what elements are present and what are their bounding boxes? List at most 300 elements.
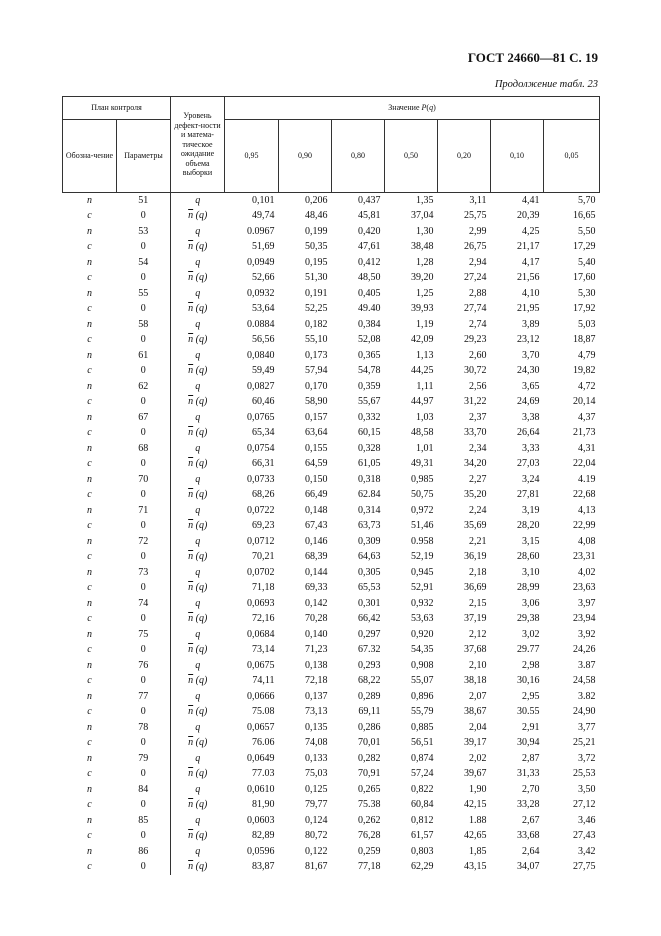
table-row [63,364,600,380]
value-cell: 1,85 [469,845,487,857]
param-cell: 72 [138,535,149,547]
value-cell: 2,70 [522,783,540,795]
value-cell: 0,0596 [247,845,275,857]
value-cell: 27,03 [517,458,540,470]
value-cell: 36,69 [464,582,487,594]
designation-cell: n [87,845,92,857]
value-cell: 4,37 [578,411,596,423]
param-cell: 0 [140,427,146,439]
param-cell: 0 [140,458,146,470]
value-cell: 0,365 [358,349,381,361]
value-cell: 31,33 [517,768,540,780]
table-row [63,395,600,411]
value-cell: 0,262 [358,814,381,826]
table-row [63,581,600,597]
designation-cell: n [87,566,92,578]
level-cell: q [171,193,225,209]
value-cell: 2,67 [522,814,540,826]
value-cell: 25,53 [573,768,596,780]
level-cell: $\overline{n}$ (q) [171,457,225,473]
value-cell: 0,146 [305,535,328,547]
value-cell: 71,23 [305,644,328,656]
value-cell: 0,293 [358,659,381,671]
designation-cell: n [87,411,92,423]
value-cell: 0,318 [358,473,381,485]
value-cell: 23,94 [573,613,596,625]
param-cell: 86 [138,845,149,857]
level-cell: $\overline{n}$ (q) [171,550,225,566]
value-cell: 0,0649 [247,752,275,764]
value-cell: 3,11 [469,194,487,206]
level-cell: $\overline{n}$ (q) [171,767,225,783]
table-row [63,860,600,876]
value-cell: 2,12 [469,628,487,640]
value-cell: 2,15 [469,597,487,609]
level-cell: q [171,348,225,364]
value-cell: 80,72 [305,830,328,842]
value-cell: 3,89 [522,318,540,330]
value-cell: 0.0884 [247,318,275,330]
value-cell: 0,144 [305,566,328,578]
value-cell: 1,90 [469,783,487,795]
value-cell: 3.87 [578,659,596,671]
table-row [63,441,600,457]
value-cell: 0,305 [358,566,381,578]
value-cell: 66,49 [305,489,328,501]
value-cell: 57,94 [305,365,328,377]
value-cell: 27,24 [464,272,487,284]
level-cell: $\overline{n}$ (q) [171,798,225,814]
table-row [63,674,600,690]
header-p: 0,20 [438,120,491,193]
param-cell: 73 [138,566,149,578]
param-cell: 55 [138,287,149,299]
level-cell: $\overline{n}$ (q) [171,736,225,752]
level-cell: $\overline{n}$ (q) [171,829,225,845]
param-cell: 0 [140,706,146,718]
level-cell: q [171,379,225,395]
value-cell: 0,301 [358,597,381,609]
value-cell: 62,29 [411,861,434,873]
value-cell: 4,41 [522,194,540,206]
value-cell: 0,896 [411,690,434,702]
value-cell: 51,46 [411,520,434,532]
level-cell: q [171,503,225,519]
value-cell: 22,68 [573,489,596,501]
value-cell: 66,31 [252,458,275,470]
value-cell: 76.06 [252,737,275,749]
designation-cell: n [87,504,92,516]
param-cell: 0 [140,644,146,656]
level-cell: $\overline{n}$ (q) [171,643,225,659]
value-cell: 27,74 [464,303,487,315]
value-cell: 39,67 [464,768,487,780]
value-cell: 0,259 [358,845,381,857]
table-row [63,565,600,581]
value-cell: 25,21 [573,737,596,749]
value-cell: 4.19 [578,473,596,485]
value-cell: 27,75 [573,861,596,873]
param-cell: 0 [140,489,146,501]
value-cell: 5,70 [578,194,596,206]
param-cell: 0 [140,241,146,253]
value-cell: 0,412 [358,256,381,268]
table-row [63,643,600,659]
value-cell: 25,75 [464,210,487,222]
level-cell: $\overline{n}$ (q) [171,209,225,225]
value-cell: 0,328 [358,442,381,454]
level-cell: q [171,441,225,457]
value-cell: 51,30 [305,272,328,284]
value-cell: 0,0657 [247,721,275,733]
table-row [63,658,600,674]
param-cell: 77 [138,690,149,702]
level-cell: q [171,317,225,333]
table-row [63,844,600,860]
value-cell: 2,88 [469,287,487,299]
value-cell: 29,38 [517,613,540,625]
header-p: 0,90 [279,120,332,193]
param-cell: 58 [138,318,149,330]
table-body [63,193,600,876]
value-cell: 3,19 [522,504,540,516]
value-cell: 19,82 [573,365,596,377]
value-cell: 47,61 [358,241,381,253]
value-cell: 0,0712 [247,535,275,547]
param-cell: 54 [138,256,149,268]
table-row [63,782,600,798]
value-cell: 18,87 [573,334,596,346]
designation-cell: n [87,194,92,206]
value-cell: 72,16 [252,613,275,625]
value-cell: 39,17 [464,737,487,749]
table-row [63,457,600,473]
designation-cell: n [87,442,92,454]
param-cell: 68 [138,442,149,454]
header-params: Параметры [117,120,171,193]
value-cell: 2,37 [469,411,487,423]
value-cell: 21,95 [517,303,540,315]
designation-cell: c [87,520,92,532]
value-cell: 3,77 [578,721,596,733]
param-cell: 70 [138,473,149,485]
value-cell: 0,359 [358,380,381,392]
value-cell: 1,11 [416,380,434,392]
param-cell: 0 [140,396,146,408]
value-cell: 26,75 [464,241,487,253]
value-cell: 67,43 [305,520,328,532]
designation-cell: n [87,256,92,268]
table-row [63,286,600,302]
designation-cell: c [87,861,92,873]
level-cell: $\overline{n}$ (q) [171,674,225,690]
value-cell: 0,0675 [247,659,275,671]
table-row [63,689,600,705]
value-cell: 53,63 [411,613,434,625]
param-cell: 78 [138,721,149,733]
table-row [63,534,600,550]
value-cell: 21,56 [517,272,540,284]
value-cell: 56,51 [411,737,434,749]
value-cell: 48,58 [411,427,434,439]
header-p: 0,95 [225,120,279,193]
value-cell: 36,19 [464,551,487,563]
header-level: Уровень дефект-ности и матема-тическое ожидание объема выборки [171,97,225,193]
value-cell: 34,07 [517,861,540,873]
value-cell: 76,28 [358,830,381,842]
designation-cell: c [87,706,92,718]
param-cell: 84 [138,783,149,795]
value-cell: 74,11 [252,675,275,687]
designation-cell: c [87,427,92,439]
level-cell: $\overline{n}$ (q) [171,333,225,349]
header-p: 0,80 [332,120,385,193]
value-cell: 37,04 [411,210,434,222]
level-cell: $\overline{n}$ (q) [171,395,225,411]
value-cell: 0,0722 [247,504,275,516]
value-cell: 55,79 [411,706,434,718]
value-cell: 0,384 [358,318,381,330]
designation-cell: c [87,582,92,594]
value-cell: 3,10 [522,566,540,578]
value-cell: 35,20 [464,489,487,501]
value-cell: 0,124 [305,814,328,826]
value-cell: 0.958 [411,535,434,547]
value-cell: 45,81 [358,210,381,222]
value-cell: 38,18 [464,675,487,687]
param-cell: 0 [140,799,146,811]
designation-cell: n [87,225,92,237]
value-cell: 0,206 [305,194,328,206]
value-cell: 30,16 [517,675,540,687]
level-cell: q [171,255,225,271]
level-cell: q [171,844,225,860]
value-cell: 79,77 [305,799,328,811]
value-cell: 0,885 [411,721,434,733]
level-cell: q [171,720,225,736]
designation-cell: c [87,551,92,563]
param-cell: 62 [138,380,149,392]
header-designation: Обозна-чение [63,120,117,193]
value-cell: 0,199 [305,225,328,237]
value-cell: 1,19 [416,318,434,330]
level-cell: q [171,813,225,829]
value-cell: 54,78 [358,365,381,377]
table-row [63,596,600,612]
param-cell: 0 [140,582,146,594]
level-cell: q [171,410,225,426]
value-cell: 2,87 [522,752,540,764]
value-cell: 59,49 [252,365,275,377]
value-cell: 0,908 [411,659,434,671]
value-cell: 0,133 [305,752,328,764]
value-cell: 2,74 [469,318,487,330]
value-cell: 27,12 [573,799,596,811]
value-cell: 5,40 [578,256,596,268]
param-cell: 51 [138,194,149,206]
value-cell: 29,23 [464,334,487,346]
value-cell: 0,985 [411,473,434,485]
value-cell: 2,27 [469,473,487,485]
value-cell: 3,46 [578,814,596,826]
designation-cell: n [87,752,92,764]
param-cell: 74 [138,597,149,609]
table-row [63,317,600,333]
value-cell: 0,122 [305,845,328,857]
designation-cell: c [87,675,92,687]
value-cell: 42,09 [411,334,434,346]
header-p: 0,05 [544,120,600,193]
param-cell: 0 [140,768,146,780]
param-cell: 0 [140,520,146,532]
value-cell: 63,64 [305,427,328,439]
value-cell: 37,19 [464,613,487,625]
value-cell: 3,38 [522,411,540,423]
value-cell: 68,22 [358,675,381,687]
level-cell: $\overline{n}$ (q) [171,240,225,256]
value-cell: 20,14 [573,396,596,408]
param-cell: 76 [138,659,149,671]
param-cell: 53 [138,225,149,237]
value-cell: 58,90 [305,396,328,408]
value-cell: 67.32 [358,644,381,656]
value-cell: 71,18 [252,582,275,594]
table-row [63,348,600,364]
level-cell: q [171,596,225,612]
level-cell: $\overline{n}$ (q) [171,488,225,504]
value-cell: 3,42 [578,845,596,857]
table-row [63,410,600,426]
param-cell: 0 [140,613,146,625]
value-cell: 43,15 [464,861,487,873]
value-cell: 0,148 [305,504,328,516]
table-row [63,550,600,566]
value-cell: 66,42 [358,613,381,625]
value-cell: 60,84 [411,799,434,811]
level-cell: $\overline{n}$ (q) [171,426,225,442]
header-plan: План контроля [63,97,171,120]
value-cell: 22,04 [573,458,596,470]
value-cell: 1,28 [416,256,434,268]
value-cell: 30,72 [464,365,487,377]
value-cell: 55,10 [305,334,328,346]
value-cell: 0,286 [358,721,381,733]
table-row [63,751,600,767]
designation-cell: n [87,721,92,733]
designation-cell: c [87,799,92,811]
table-row [63,271,600,287]
value-cell: 27,43 [573,830,596,842]
level-cell: $\overline{n}$ (q) [171,271,225,287]
value-cell: 20,39 [517,210,540,222]
value-cell: 2,10 [469,659,487,671]
table-row [63,193,600,209]
value-cell: 4,72 [578,380,596,392]
value-cell: 82,89 [252,830,275,842]
value-cell: 77,18 [358,861,381,873]
designation-cell: c [87,613,92,625]
value-cell: 30,94 [517,737,540,749]
value-cell: 54,35 [411,644,434,656]
value-cell: 2,64 [522,845,540,857]
level-cell: q [171,224,225,240]
value-cell: 0,265 [358,783,381,795]
level-cell: $\overline{n}$ (q) [171,519,225,535]
level-cell: $\overline{n}$ (q) [171,302,225,318]
value-cell: 1,13 [416,349,434,361]
value-cell: 28,20 [517,520,540,532]
value-cell: 35,69 [464,520,487,532]
param-cell: 0 [140,303,146,315]
value-cell: 0,405 [358,287,381,299]
level-cell: $\overline{n}$ (q) [171,860,225,876]
value-cell: 0,191 [305,287,328,299]
value-cell: 24,90 [573,706,596,718]
value-cell: 42,15 [464,799,487,811]
value-cell: 0,0840 [247,349,275,361]
param-cell: 67 [138,411,149,423]
value-cell: 0,314 [358,504,381,516]
value-cell: 0,932 [411,597,434,609]
table-row [63,302,600,318]
param-cell: 75 [138,628,149,640]
designation-cell: c [87,334,92,346]
value-cell: 0,142 [305,597,328,609]
value-cell: 52,19 [411,551,434,563]
value-cell: 0,920 [411,628,434,640]
value-cell: 28,99 [517,582,540,594]
value-cell: 38,67 [464,706,487,718]
designation-cell: n [87,659,92,671]
param-cell: 0 [140,210,146,222]
value-cell: 65,53 [358,582,381,594]
value-cell: 1,03 [416,411,434,423]
value-cell: 2,04 [469,721,487,733]
value-cell: 0,0610 [247,783,275,795]
value-cell: 26,64 [517,427,540,439]
value-cell: 24,58 [573,675,596,687]
value-cell: 73,13 [305,706,328,718]
table-row [63,426,600,442]
value-cell: 69,23 [252,520,275,532]
value-cell: 2,95 [522,690,540,702]
value-cell: 3,33 [522,442,540,454]
value-cell: 0,945 [411,566,434,578]
value-cell: 62.84 [358,489,381,501]
value-cell: 33,70 [464,427,487,439]
table-row [63,240,600,256]
value-cell: 29.77 [517,644,540,656]
param-cell: 0 [140,272,146,284]
designation-cell: c [87,458,92,470]
value-cell: 77.03 [252,768,275,780]
value-cell: 70,91 [358,768,381,780]
table-row [63,209,600,225]
value-cell: 34,20 [464,458,487,470]
value-cell: 70,28 [305,613,328,625]
designation-cell: c [87,644,92,656]
value-cell: 0,803 [411,845,434,857]
value-cell: 0,297 [358,628,381,640]
value-cell: 2,24 [469,504,487,516]
value-cell: 4,17 [522,256,540,268]
designation-cell: c [87,768,92,780]
level-cell: $\overline{n}$ (q) [171,705,225,721]
param-cell: 0 [140,830,146,842]
designation-cell: c [87,303,92,315]
level-cell: q [171,627,225,643]
value-cell: 24,30 [517,365,540,377]
